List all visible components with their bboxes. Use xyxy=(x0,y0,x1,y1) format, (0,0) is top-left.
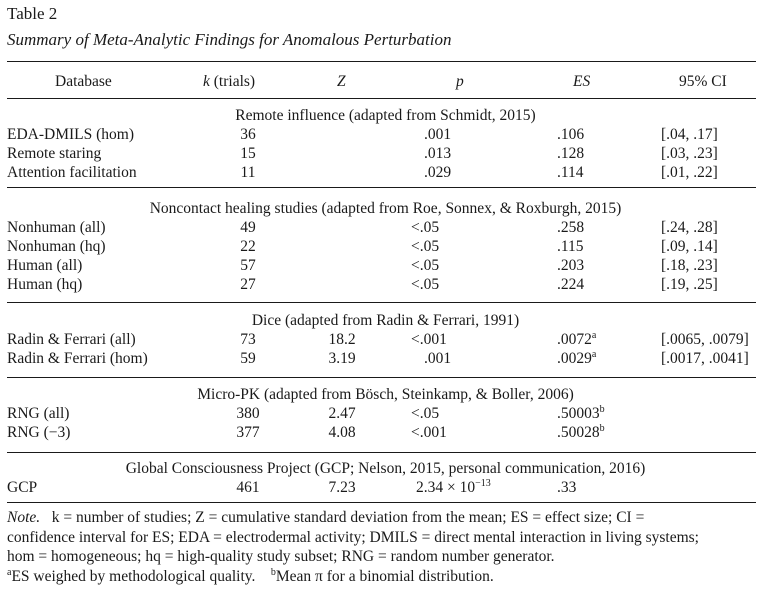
section-title-gcp: Global Consciousness Project (GCP; Nelson, 2015, personal communication, 2016) xyxy=(125,460,646,477)
header-k-symbol: k xyxy=(203,73,210,90)
cell-database: RNG (−3) xyxy=(7,424,71,441)
cell-es: .114 xyxy=(557,164,584,181)
cell-ci: [.0017, .0041] xyxy=(661,350,749,367)
cell-z: 7.23 xyxy=(328,479,356,496)
cell-p: <.05 xyxy=(411,257,440,274)
cell-database: Nonhuman (hq) xyxy=(7,238,106,255)
cell-es: .224 xyxy=(557,276,585,293)
cell-p: <.05 xyxy=(411,219,440,236)
cell-k: 57 xyxy=(240,257,256,274)
header-p: p xyxy=(456,73,464,90)
cell-es xyxy=(557,330,596,351)
cell-database: Radin & Ferrari (hom) xyxy=(7,350,148,367)
cell-k: 11 xyxy=(240,164,256,181)
cell-p: .013 xyxy=(424,145,452,162)
note-label: Note. xyxy=(7,509,41,526)
top-rule xyxy=(7,61,756,62)
cell-database: Nonhuman (all) xyxy=(7,219,106,236)
cell-k: 27 xyxy=(240,276,256,293)
section-title-noncontact-healing: Noncontact healing studies (adapted from Roe, Sonnex, & Roxburgh, 2015) xyxy=(149,200,622,217)
note-line-2: confidence interval for ES; EDA = electrodermal activity; DMILS = direct mental interaction in living systems; xyxy=(7,528,699,546)
section-rule xyxy=(7,187,756,188)
header-es: ES xyxy=(573,73,591,90)
table-row xyxy=(0,163,771,182)
table-title: Summary of Meta-Analytic Findings for Anomalous Perturbation xyxy=(7,30,452,49)
header-z: Z xyxy=(337,73,346,90)
cell-es-value: .0072 xyxy=(557,331,592,348)
table-row xyxy=(0,144,771,163)
cell-database: Remote staring xyxy=(7,145,102,162)
bottom-rule xyxy=(7,502,756,503)
cell-es-value: .0029 xyxy=(557,350,592,367)
cell-p xyxy=(416,478,491,499)
footnote-b-text: Mean π for a binomial distribution. xyxy=(275,567,494,585)
cell-p: <.05 xyxy=(411,405,440,422)
cell-ci: [.18, .23] xyxy=(661,257,718,274)
cell-p: .001 xyxy=(424,350,452,367)
cell-z: 2.47 xyxy=(328,405,356,422)
cell-es: .33 xyxy=(557,479,577,496)
table-row xyxy=(0,256,771,275)
cell-database: Radin & Ferrari (all) xyxy=(7,331,136,348)
cell-database: Human (all) xyxy=(7,257,83,274)
cell-k: 377 xyxy=(236,424,260,441)
footnote-marker: a xyxy=(591,349,597,360)
section-rule xyxy=(7,452,756,453)
cell-es-value: .50028 xyxy=(557,424,600,441)
cell-es: .203 xyxy=(557,257,585,274)
cell-p: <.001 xyxy=(411,424,447,441)
table-row xyxy=(0,330,771,349)
cell-database: Human (hq) xyxy=(7,276,83,293)
cell-p: .001 xyxy=(424,126,452,143)
footnote-a-text: ES weighed by methodological quality. xyxy=(11,567,256,585)
table-note xyxy=(7,508,756,588)
cell-es: .258 xyxy=(557,219,585,236)
table-row xyxy=(0,218,771,237)
note-footnotes xyxy=(7,567,756,589)
note-line-1 xyxy=(7,508,756,528)
footnote-a-marker: a xyxy=(7,566,12,578)
section-rule xyxy=(7,302,756,303)
cell-ci: [.04, .17] xyxy=(661,126,718,143)
cell-database: EDA-DMILS (hom) xyxy=(7,126,134,143)
section-title-dice: Dice (adapted from Radin & Ferrari, 1991) xyxy=(251,312,520,329)
table-row xyxy=(0,349,771,368)
header-database: Database xyxy=(55,73,112,90)
table-row xyxy=(0,478,771,497)
cell-p: <.05 xyxy=(411,276,440,293)
cell-k: 59 xyxy=(240,350,256,367)
cell-k: 49 xyxy=(240,219,256,236)
cell-ci: [.19, .25] xyxy=(661,276,718,293)
header-ci: 95% CI xyxy=(679,73,727,90)
cell-p: .029 xyxy=(424,164,452,181)
section-title-remote-influence: Remote influence (adapted from Schmidt, 2015) xyxy=(235,107,536,124)
cell-k: 461 xyxy=(236,479,260,496)
cell-es: .106 xyxy=(557,126,585,143)
cell-es-value: .50003 xyxy=(557,405,600,422)
cell-database: Attention facilitation xyxy=(7,164,137,181)
table-row xyxy=(0,404,771,423)
cell-es xyxy=(557,349,596,370)
footnote-marker: b xyxy=(599,423,605,434)
cell-k: 22 xyxy=(240,238,256,255)
cell-k: 36 xyxy=(240,126,256,143)
section-title-micro-pk: Micro-PK (adapted from Bösch, Steinkamp, & Boller, 2006) xyxy=(197,386,574,403)
cell-es: .128 xyxy=(557,145,585,162)
cell-ci: [.24, .28] xyxy=(661,219,718,236)
footnote-b-marker: b xyxy=(270,566,276,578)
cell-ci: [.0065, .0079] xyxy=(661,331,749,348)
header-k xyxy=(203,72,255,91)
cell-es xyxy=(557,404,605,425)
section-rule xyxy=(7,377,756,378)
header-row xyxy=(0,72,771,91)
note-line-3: hom = homogeneous; hq = high-quality study subset; RNG = random number generator. xyxy=(7,548,555,565)
cell-p-mantissa: 2.34 × 10 xyxy=(416,479,476,496)
cell-k: 15 xyxy=(240,145,256,162)
table-row xyxy=(0,125,771,144)
footnote-marker: b xyxy=(599,404,605,415)
header-k-suffix: (trials) xyxy=(209,73,256,90)
cell-p-exponent: −13 xyxy=(475,478,491,489)
cell-z: 3.19 xyxy=(328,350,356,367)
cell-ci: [.03, .23] xyxy=(661,145,718,162)
cell-k: 73 xyxy=(240,331,256,348)
table-row xyxy=(0,275,771,294)
cell-ci: [.09, .14] xyxy=(661,238,718,255)
cell-k: 380 xyxy=(236,405,260,422)
header-rule xyxy=(7,98,756,99)
footnote-marker: a xyxy=(591,330,597,341)
table-row xyxy=(0,423,771,442)
cell-es xyxy=(557,423,605,444)
cell-p: <.05 xyxy=(411,238,440,255)
cell-ci: [.01, .22] xyxy=(661,164,718,181)
cell-database: GCP xyxy=(7,479,38,496)
note-text-1: k = number of studies; Z = cumulative standard deviation from the mean; ES = effect size; CI = xyxy=(51,509,645,526)
cell-p: <.001 xyxy=(411,331,447,348)
cell-z: 4.08 xyxy=(328,424,356,441)
cell-z: 18.2 xyxy=(328,331,356,348)
table-row xyxy=(0,237,771,256)
table-label: Table 2 xyxy=(7,4,58,23)
cell-es: .115 xyxy=(557,238,584,255)
cell-database: RNG (all) xyxy=(7,405,70,422)
